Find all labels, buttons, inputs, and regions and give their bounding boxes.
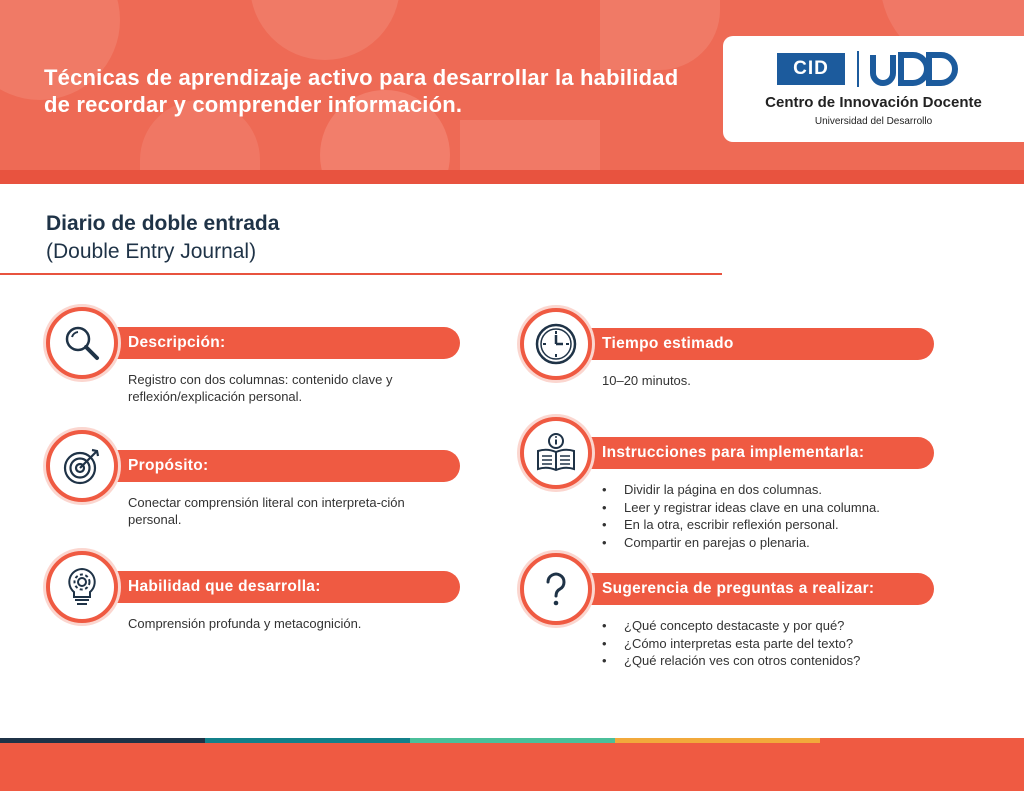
list-item: • Compartir en parejas o plenaria. (602, 534, 932, 552)
section-divider (0, 273, 722, 275)
list-item: • ¿Qué concepto destacaste y por qué? (602, 617, 932, 635)
logo-block (723, 36, 1024, 142)
logo-name: Centro de Innovación Docente (765, 94, 982, 111)
card-label-pill (572, 437, 934, 469)
list-item: • ¿Qué relación ves con otros contenidos? (602, 652, 932, 670)
logo-divider (857, 51, 859, 87)
card-text: 10–20 minutos. (602, 373, 691, 388)
logo-subtitle: Universidad del Desarrollo (814, 116, 933, 127)
clock-icon (520, 308, 592, 380)
card-list (602, 617, 932, 670)
list-item: • ¿Cómo interpretas esta parte del texto? (602, 635, 932, 653)
section-subtitle: (Double Entry Journal) (46, 240, 257, 263)
footer-band (0, 743, 1024, 791)
card-label-pill (98, 450, 460, 482)
book-info-icon (520, 417, 592, 489)
list-item: • En la otra, escribir reflexión personal. (602, 516, 932, 534)
card-text: Registro con dos columnas: contenido clave y reflexión/explicación personal. (128, 372, 393, 404)
question-icon (520, 553, 592, 625)
card-label-pill (98, 571, 460, 603)
section-title: Diario de doble entrada (46, 212, 280, 235)
magnifier-icon (46, 307, 118, 379)
card-label: Tiempo estimado (602, 335, 734, 352)
list-item: • Leer y registrar ideas clave en una columna. (602, 499, 932, 517)
card-label-pill (572, 573, 934, 605)
cid-logo: CID (777, 53, 845, 85)
card-text: Comprensión profunda y metacognición. (128, 616, 362, 631)
card-text: Conectar comprensión literal con interpreta-ción personal. (128, 495, 405, 527)
decor-shape (250, 0, 400, 60)
card-label: Propósito: (128, 457, 209, 474)
card-label: Instrucciones para implementarla: (602, 444, 865, 461)
udd-logo (869, 51, 959, 87)
card-label-pill (572, 328, 934, 360)
card-label: Descripción: (128, 334, 226, 351)
card-label-pill (98, 327, 460, 359)
decor-shape (600, 0, 720, 70)
page-title: Técnicas de aprendizaje activo para desarrollar la habilidad de recordar y comprender información. (44, 65, 679, 117)
card-label: Sugerencia de preguntas a realizar: (602, 580, 875, 597)
list-item: • Dividir la página en dos columnas. (602, 481, 932, 499)
card-list (602, 481, 932, 551)
lightbulb-gear-icon (46, 551, 118, 623)
decor-shape (460, 120, 600, 170)
target-icon (46, 430, 118, 502)
card-label: Habilidad que desarrolla: (128, 578, 321, 595)
header-band (0, 170, 1024, 184)
